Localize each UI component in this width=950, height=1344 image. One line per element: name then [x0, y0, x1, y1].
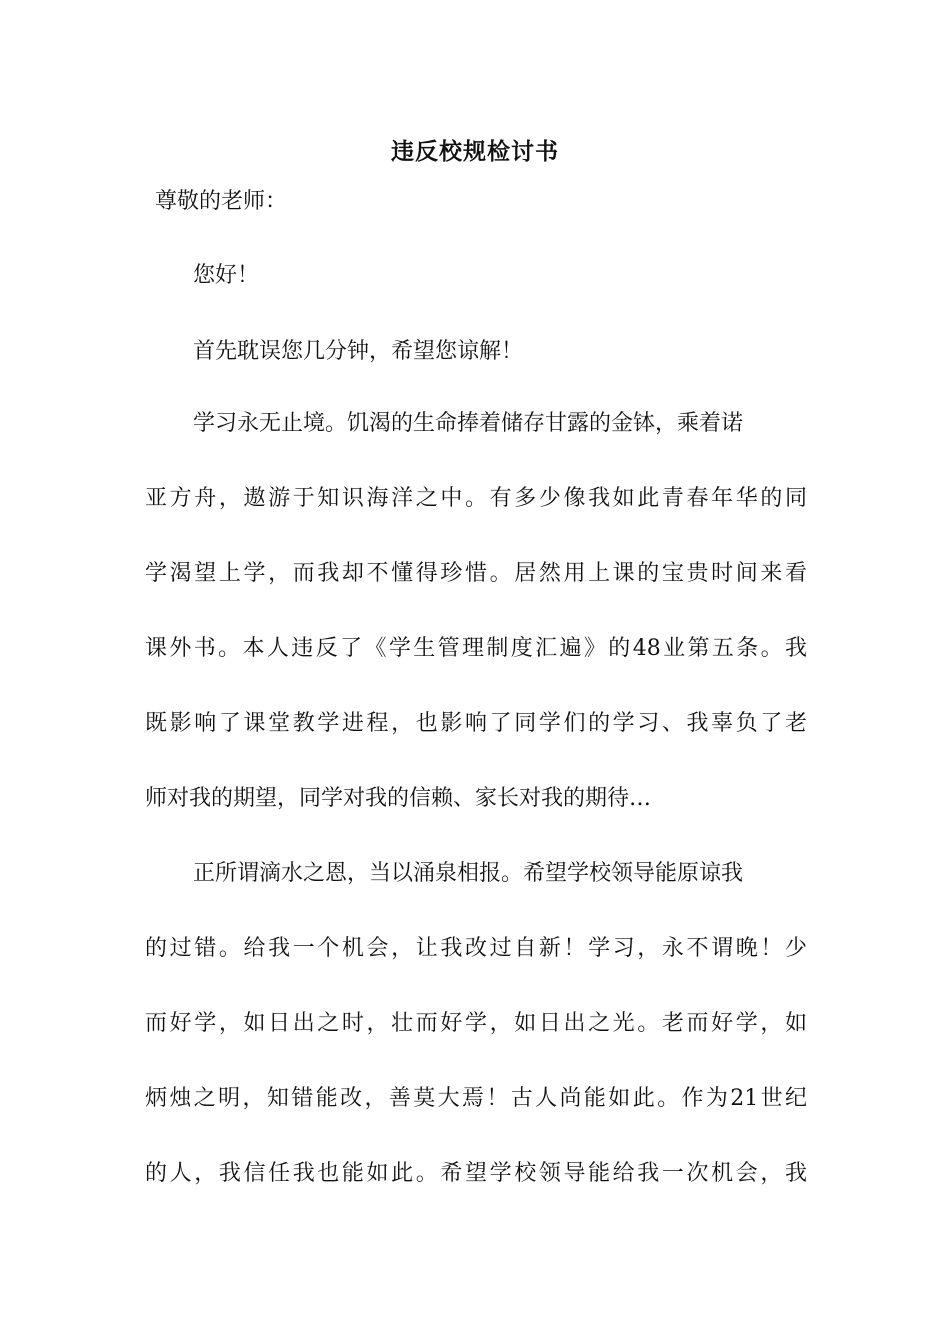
paragraph-line: 亚方舟，遨游于知识海洋之中。有多少像我如此青春年华的同	[145, 486, 807, 511]
paragraph-line: 既影响了课堂教学进程，也影响了同学们的学习、我辜负了老	[145, 711, 807, 736]
salutation: 尊敬的老师：	[155, 189, 288, 214]
paragraph-line: 学习永无止境。饥渴的生命捧着储存甘露的金钵，乘着诺	[193, 411, 744, 436]
paragraph-line: 课外书。本人违反了《学生管理制度汇遍》的48业第五条。我	[145, 636, 807, 661]
paragraph-line: 师对我的期望，同学对我的信赖、家长对我的期待…	[145, 786, 652, 811]
paragraph-line: 您好！	[193, 263, 260, 288]
paragraph-line: 炳烛之明，知错能改，善莫大焉！古人尚能如此。作为21世纪	[145, 1086, 807, 1111]
paragraph-line: 的人，我信任我也能如此。希望学校领导能给我一次机会，我	[145, 1161, 807, 1186]
paragraph-line: 的过错。给我一个机会，让我改过自新！学习，永不谓晚！少	[145, 936, 807, 961]
document-title: 违反校规检讨书	[391, 138, 559, 165]
paragraph-line: 首先耽误您几分钟，希望您谅解！	[193, 339, 524, 364]
paragraph-line: 正所谓滴水之恩，当以涌泉相报。希望学校领导能原谅我	[193, 861, 744, 886]
paragraph-line: 学渴望上学，而我却不懂得珍惜。居然用上课的宝贵时间来看	[145, 561, 807, 586]
paragraph-line: 而好学，如日出之时，壮而好学，如日出之光。老而好学，如	[145, 1011, 807, 1036]
